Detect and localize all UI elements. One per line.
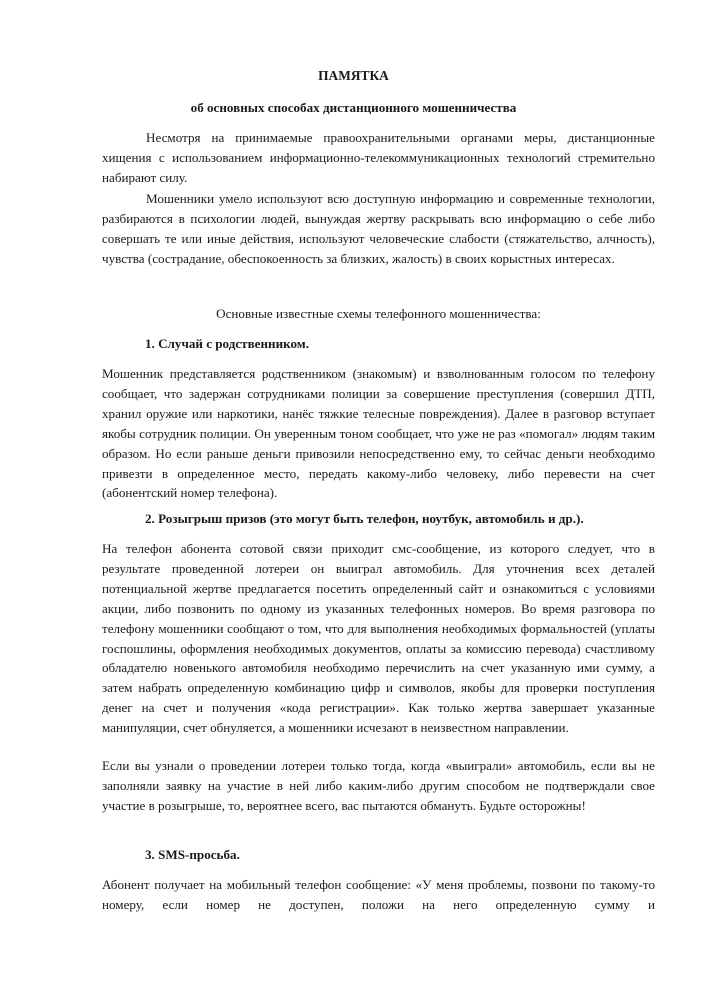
section-3-paragraph: Абонент получает на мобильный телефон сообщение: «У меня проблемы, позвони по такому-то номеру, если номер не доступен, положи на него определенную сумму и xyxy=(102,877,655,912)
intro-paragraph-2: Мошенники умело используют всю доступную информацию и современные технологии, разбираются в психологии людей, вынуждая жертву раскрывать всю информацию о себе либо совершать те или иные действия, используют человеческие слабости (стяжательство, алчность), чувства (сострадание, обеспокоенность за близких, жалость) в своих корыстных интересах. xyxy=(102,191,655,266)
document-title: ПАМЯТКА xyxy=(318,68,389,83)
section-1-paragraph: Мошенник представляется родственником (знакомым) и взволнованным голосом по телефону сообщает, что задержан сотрудниками полиции за совершение преступления (совершил ДТП, хранил оружие или наркотики, нанёс тяжкие телесные повреждения). Далее в разговор вступает якобы сотрудник полиции. Он уверенным тоном сообщает, что уже не раз «помогал» людям таким образом. Но если раньше деньги привозили непосредственно ему, то сейчас деньги необходимо привезти в определенное место, передать какому-либо человеку, либо перевести на счет (абонентский номер телефона). xyxy=(102,366,655,501)
intro-paragraph-1: Несмотря на принимаемые правоохранительными органами меры, дистанционные хищения с использованием информационно-телекоммуникационных технологий стремительно набирают силу. xyxy=(102,130,655,185)
section-heading-1: 1. Случай с родственником. xyxy=(145,336,309,351)
section-2-paragraph-2: Если вы узнали о проведении лотереи только тогда, когда «выиграли» автомобиль, если вы не заполняли заявку на участие в ней либо каким-либо другим способом не подтверждали свое участие в розыгрыше, то, вероятнее всего, вас пытаются обмануть. Будьте осторожны! xyxy=(102,758,655,813)
section-heading-3: 3. SMS-просьба. xyxy=(145,847,240,862)
section-heading-2: 2. Розыгрыш призов (это могут быть телефон, ноутбук, автомобиль и др.). xyxy=(145,511,584,526)
schemes-intro: Основные известные схемы телефонного мошенничества: xyxy=(216,306,541,321)
document-subtitle: об основных способах дистанционного мошенничества xyxy=(190,100,517,115)
section-2-paragraph-1: На телефон абонента сотовой связи приходит смс-сообщение, из которого следует, что в результате проведенной лотереи он выиграл автомобиль. Для уточнения всех деталей потенциальной жертве предлагается посетить определенный сайт и ознакомиться с условиями акции, либо позвонить по одному из указанных телефонных номеров. Во время разговора по телефону мошенники сообщают о том, что для выполнения необходимых формальностей (уплаты госпошлины, оформления необходимых документов, оплаты за комиссию перевода) счастливому обладателю новенького автомобиля необходимо перечислить на счет указанную ими сумму, а затем набрать определенную комбинацию цифр и символов, якобы для проверки поступления денег на счет и получения «кода регистрации». Как только жертва завершает указанные манипуляции, счет обнуляется, а мошенники исчезают в неизвестном направлении. xyxy=(102,541,655,736)
